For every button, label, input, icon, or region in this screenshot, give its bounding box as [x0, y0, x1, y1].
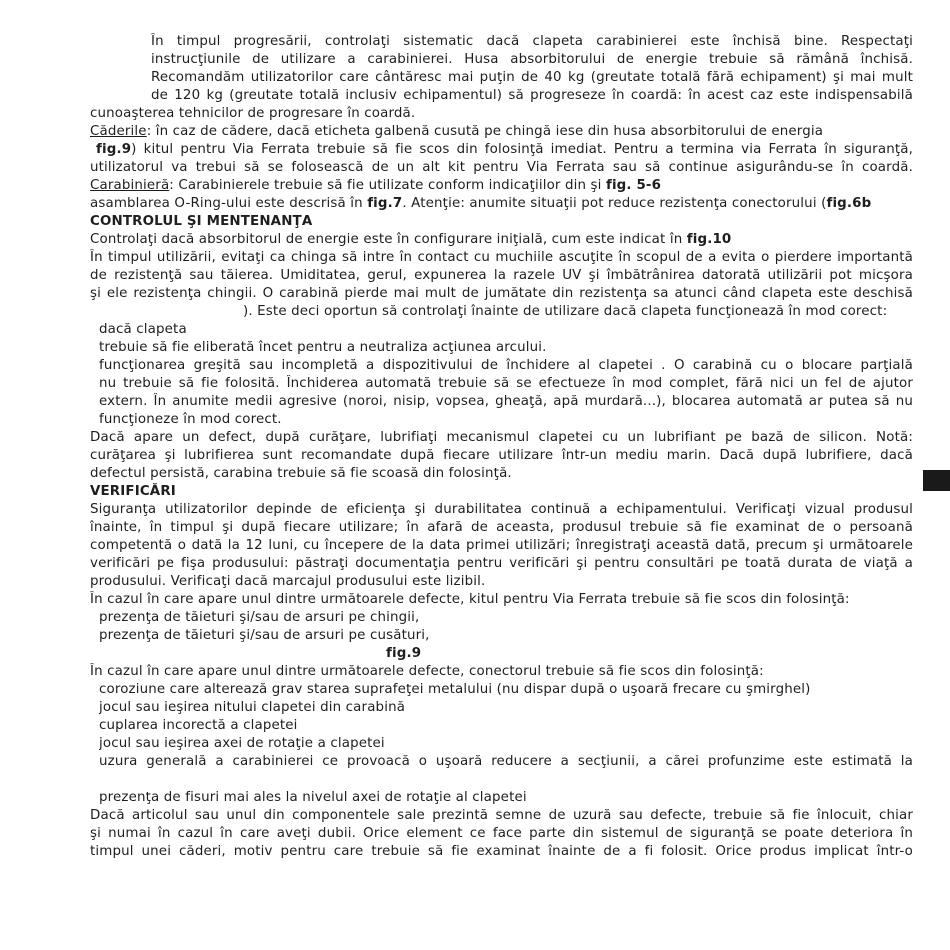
list-item: dacă clapeta — [99, 322, 187, 337]
text-line: utilizatorul va trebui să se folosească de un alt kit pentru Via Ferrata sau să continue asigurându-se în coardă. — [90, 160, 913, 175]
text-line: de rezistenţă sau tăierea. Umiditatea, gerul, expunerea la razele UV şi îmbătrânirea datorată utilizării pot micşora — [90, 268, 913, 283]
text-line: curăţarea şi lubrifierea sunt recomandate după fiecare utilizare într-un mediu marin. Dacă după lubrifiere, dacă — [90, 448, 913, 463]
figure-reference: fig.10 — [686, 232, 732, 247]
text-line: Recomandăm utilizatorilor care cântăresc mai puţin de 40 kg (greutate totală fără echipament) şi mai mult — [151, 70, 913, 85]
text-line: În timpul progresării, controlaţi sistematic dacă clapeta carabinierei este închisă bine. Respectaţi — [151, 34, 913, 49]
text-line — [90, 195, 913, 213]
list-item: jocul sau ieşirea nitului clapetei din carabină — [99, 700, 406, 715]
text-line: În cazul în care apare unul dintre următoarele defecte, conectorul trebuie să fie scos din folosinţă: — [90, 664, 764, 679]
list-item: funcţioneze în mod corect. — [99, 412, 282, 427]
list-item: nu trebuie să fie folosită. Închiderea automată trebuie să se efectueze în mod complet, fără nici un fel de ajutor — [99, 376, 913, 391]
list-item: prezenţa de tăieturi şi/sau de arsuri pe chingii, — [99, 610, 420, 625]
section-heading-checks: VERIFICĂRI — [90, 484, 176, 499]
text-line: şi ele rezistenţa chingii. O carabină pierde mai mult de jumătate din rezistenţa sa atunci când clapeta este deschisă — [90, 286, 913, 301]
text-span: asamblarea O-Ring-ului este descrisă în — [90, 196, 368, 211]
list-item: prezenţa de fisuri mai ales la nivelul axei de rotaţie al clapetei — [99, 790, 527, 805]
text-span: Controlaţi dacă absorbitorul de energie este în configurare iniţială, cum este indicat în — [90, 232, 687, 247]
text-line: ). Este deci oportun să controlaţi înainte de utilizare dacă clapeta funcţionează în mod corect: — [243, 304, 888, 319]
text-span: : Carabinierele trebuie să fie utilizate conform indicaţiilor din şi — [169, 178, 606, 193]
carabiner-paragraph-line — [90, 177, 913, 195]
figure-reference: fig.9 — [96, 142, 132, 157]
text-line: verificări pe fişa produsului: păstraţi documentaţia pentru verificări şi pentru consultări pe toată durata de viaţă a — [90, 556, 913, 571]
figure-reference: fig.7 — [367, 196, 403, 211]
text-line: competentă o dată la 12 luni, cu începere de la data primei utilizări; înregistraţi această dată, precum şi următoarele — [90, 538, 913, 553]
text-line: produsului. Verificaţi dacă marcajul produsului este lizibil. — [90, 574, 486, 589]
list-item: cuplarea incorectă a clapetei — [99, 718, 298, 733]
list-item: uzura generală a carabinierei ce provoacă o uşoară reducere a secţiunii, a cărei profunzime este estimată la — [99, 754, 913, 769]
language-tab-marker — [923, 470, 950, 491]
text-line — [90, 231, 913, 249]
text-line: Dacă apare un defect, după curăţare, lubrifiaţi mecanismul clapetei cu un lubrifiant pe bază de silicon. Notă: — [90, 430, 913, 445]
text-line: În cazul în care apare unul dintre următoarele defecte, kitul pentru Via Ferrata trebuie să fie scos din folosinţă: — [90, 592, 850, 607]
list-item: extern. În anumite medii agresive (noroi, nisip, vopsea, gheaţă, apă murdară...), blocarea automată ar putea să nu — [99, 394, 913, 409]
list-item: coroziune care alterează grav starea suprafeţei metalului (nu dispar după o uşoară frecare cu şmirghel) — [99, 682, 811, 697]
text-line — [90, 141, 913, 159]
figure-reference: fig. 5-6 — [605, 178, 662, 193]
figure-reference: fig.6b — [826, 196, 872, 211]
list-item: prezenţa de tăieturi şi/sau de arsuri pe cusături, — [99, 628, 430, 643]
text-line: cunoaşterea tehnicilor de progresare în coardă. — [90, 106, 416, 121]
text-line: defectul persistă, carabina trebuie să fie scoasă din folosinţă. — [90, 466, 512, 481]
text-line: În timpul utilizării, evitaţi ca chinga să intre în contact cu muchiile ascuţite în scopul de a evita o pierdere importantă — [90, 250, 913, 265]
section-heading-maintenance: CONTROLUL ŞI MENTENANŢA — [90, 214, 313, 229]
text-span: . Atenţie: anumite situaţii pot reduce rezistenţa conectorului ( — [402, 196, 827, 211]
figure-reference: fig.9 — [386, 646, 422, 661]
text-line: înainte, în timpul şi după fiecare utilizare; în afară de aceasta, produsul trebuie să fie examinat de o persoană — [90, 520, 913, 535]
falls-paragraph-line — [90, 123, 913, 141]
falls-label: Căderile — [90, 124, 147, 139]
text-span: ) kitul pentru Via Ferrata trebuie să fie scos din folosinţă imediat. Pentru a termina via Ferrata în siguranţă, — [131, 142, 913, 157]
text-span: : în caz de cădere, dacă eticheta galbenă cusută pe chingă iese din husa absorbitorului de energia — [146, 124, 824, 139]
text-line: şi numai în cazul în care aveţi dubii. Orice element ce face parte din sistemul de siguranţă se poate deteriora în — [90, 826, 913, 841]
text-line: de 120 kg (greutate totală inclusiv echipamentul) să progreseze în coardă: în acest caz este indispensabilă — [151, 88, 913, 103]
list-item: jocul sau ieşirea axei de rotaţie a clapetei — [99, 736, 385, 751]
carabiner-label: Carabinieră — [90, 178, 170, 193]
text-line: Siguranţa utilizatorilor depinde de eficienţa şi durabilitatea continuă a echipamentului. Verificaţi vizual produsul — [90, 502, 913, 517]
text-line: Dacă articolul sau unul din componentele sale prezintă semne de uzură sau defecte, trebuie să fie înlocuit, chiar — [90, 808, 913, 823]
list-item: funcţionarea greşită sau incompletă a dispozitivului de închidere al clapetei . O carabină cu o blocare parţială — [99, 358, 913, 373]
text-line: instrucţiunile de utilizare a carabinierei. Husa absorbitorului de energie trebuie să rămână închisă. — [151, 52, 913, 67]
text-line: timpul unei căderi, motiv pentru care trebuie să fie examinat înainte de a fi folosit. Orice produs implicat într-o — [90, 844, 913, 859]
list-item: trebuie să fie eliberată încet pentru a neutraliza acţiunea arcului. — [99, 340, 547, 355]
